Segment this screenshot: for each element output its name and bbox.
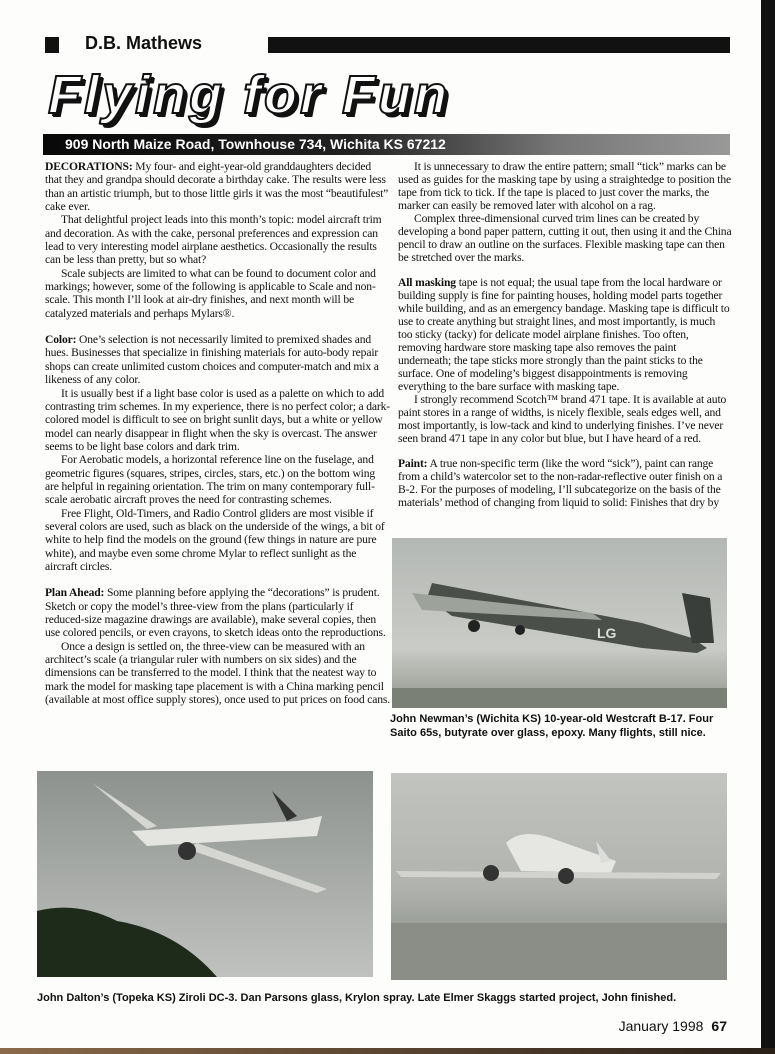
section-lead: DECORATIONS: [45,160,133,173]
caption-b17: John Newman’s (Wichita KS) 10-year-old Westcraft B-17. Four Saito 65s, butyrate over glass, epoxy. Many flights, still nice. [390,713,714,739]
section-lead: Paint: [398,457,428,470]
section-lead: Plan Ahead: [45,586,105,600]
paragraph-text: Free Flight, Old-Timers, and Radio Control gliders are most visible if several colors are used, such as black on the underside of the wings, a bit of white to help find the models on the ground (few things in nature are pure white), and maybe even some chrome Mylar to reflect sunlight as the aircraft circles. [45,506,385,573]
paragraph-text: For Aerobatic models, a horizontal reference line on the fuselage, and geometric figures (squares, stripes, circles, stars, etc.) on the bottom wing are helpful in regaining orientation. The trim on many contemporary full-scale aerobatic aircraft proves the need for contrasting schemes. [45,453,376,507]
paragraph-text: Scale subjects are limited to what can be found to document color and markings; however, some of the following is applicable to Scale and non-scale. This month I’ll look at air-dry finishes, and next month will be catalyzed materials and perhaps Mylars®. [45,266,376,320]
section-lead: All masking [398,276,456,289]
paragraph [45,640,390,707]
paragraph [45,333,390,386]
paragraph-text: My four- and eight-year-old granddaughters decided that they and grandpa should decorate a birthday cake. The results were less than an artistic triumph, but to those little girls it was the most “beautifulest” cake ever. [45,160,389,214]
paragraph [45,213,390,266]
paragraph-text: Complex three-dimensional curved trim lines can be created by developing a bond paper pattern, cutting it out, then using it and the China pencil to draw an outline on the surfaces. Flexible masking tape can then be stretched over the marks. [398,212,732,264]
header-square [45,37,59,53]
page-footer [619,1018,727,1034]
scan-border-right [761,0,775,1054]
b17-tail-code: LG [597,625,617,641]
paragraph [398,393,732,445]
address-bar [43,134,730,155]
paragraph [398,276,732,393]
author-name: D.B. Mathews [85,33,203,53]
author-address: 909 North Maize Road, Townhouse 734, Wichita KS 67212 [65,136,446,152]
photo-b17 [392,538,727,708]
paragraph-text: It is unnecessary to draw the entire pattern; small “tick” marks can be used as guides for the masking tape by using a straightedge to position the tape from tick to tick. If the tape is placed to just cover the marks, the marker can easily be removed later with alcohol on a rag. [398,160,731,212]
paragraph [45,160,390,213]
paragraph-text: It is usually best if a light base color is used as a palette on which to add contrasting trim schemes. In my experience, there is no perfect color; a dark-colored model is difficult to see on bright sunlit days, but a white or yellow model can nearly disappear in flight when the sky is overcast. The answer seems to be light base colors and dark trim. [45,386,390,453]
paragraph [398,457,732,509]
paragraph [45,586,390,639]
photo-dc3-right [391,773,727,980]
paragraph [45,267,390,320]
paragraph [398,212,732,264]
header-rule [268,37,730,53]
right-column [398,160,732,509]
left-column [45,160,390,706]
column-title: Flying for Fun [48,65,450,125]
paragraph-text: tape is not equal; the usual tape from the local hardware or building supply is fine for painting houses, holding model parts together while building, and as an emergency bandage. Masking tape is difficult to use to create anything but straight lines, and most importantly, is much too sticky (tacky) for delicate model airplane finishes. Too often, removing hardware store masking tape also removes the paint underneath; the tape sticks more strongly than the paint sticks to the surface. One of modeling’s biggest disappointments is removing everything to the bare surface with masking tape. [398,276,730,393]
paragraph-text: A true non-specific term (like the word “sick”), paint can range from a child’s watercolor set to the non-radar-reflective outer finish on a B-2. For the purposes of modeling, I’ll subcategorize on the basis of the materials’ method of changing from liquid to solid: Finishes that dry by [398,457,723,509]
section-lead: Color: [45,333,77,347]
paragraph-text: One’s selection is not necessarily limited to premixed shades and hues. Businesses that specialize in finishing materials for auto-body repair shops can create unlimited custom choices and computer-match and mix a likeness of any color. [45,333,379,387]
paragraph-text: Once a design is settled on, the three-view can be measured with an architect’s scale (a triangular ruler with numbers on six sides) and the dimensions can be transferred to the model. I think that the neatest way to mark the model for masking tape placement is with a China marking pencil (available at most office supply stores), once used to put prices on food cans. [45,639,390,707]
issue-date: January 1998 [618,1018,704,1034]
caption-dc3: John Dalton’s (Topeka KS) Ziroli DC-3. Dan Parsons glass, Krylon spray. Late Elmer Skaggs started project, John finished. [37,992,677,1004]
paragraph-text: I strongly recommend Scotch™ brand 471 tape. It is available at auto paint stores in a range of widths, is nicely flexible, seals edges well, and most importantly, is low-tack and kind to underlying finishes. I’ve never seen brand 471 tape in any color but blue, but I have heard of a red. [398,393,727,445]
page-number: 67 [711,1018,727,1034]
photo-dc3-left [37,771,373,977]
paragraph-text: Some planning before applying the “decorations” is prudent. Sketch or copy the model’s three-view from the plans (particularly if reduced-size magazine drawings are available), make several copies, then use colored pencils, or even crayons, to sketch ideas onto the reproductions. [45,586,386,640]
paragraph [398,160,732,212]
paragraph [45,507,390,574]
paragraph-text: That delightful project leads into this month’s topic: model aircraft trim and decoration. As with the cake, personal preferences and expression can lead to very interesting model airplane aesthetics. Occasionally the results can be less than pretty, but so what? [45,213,382,267]
scan-border-bottom [0,1048,775,1054]
paragraph [45,387,390,454]
paragraph [45,453,390,506]
